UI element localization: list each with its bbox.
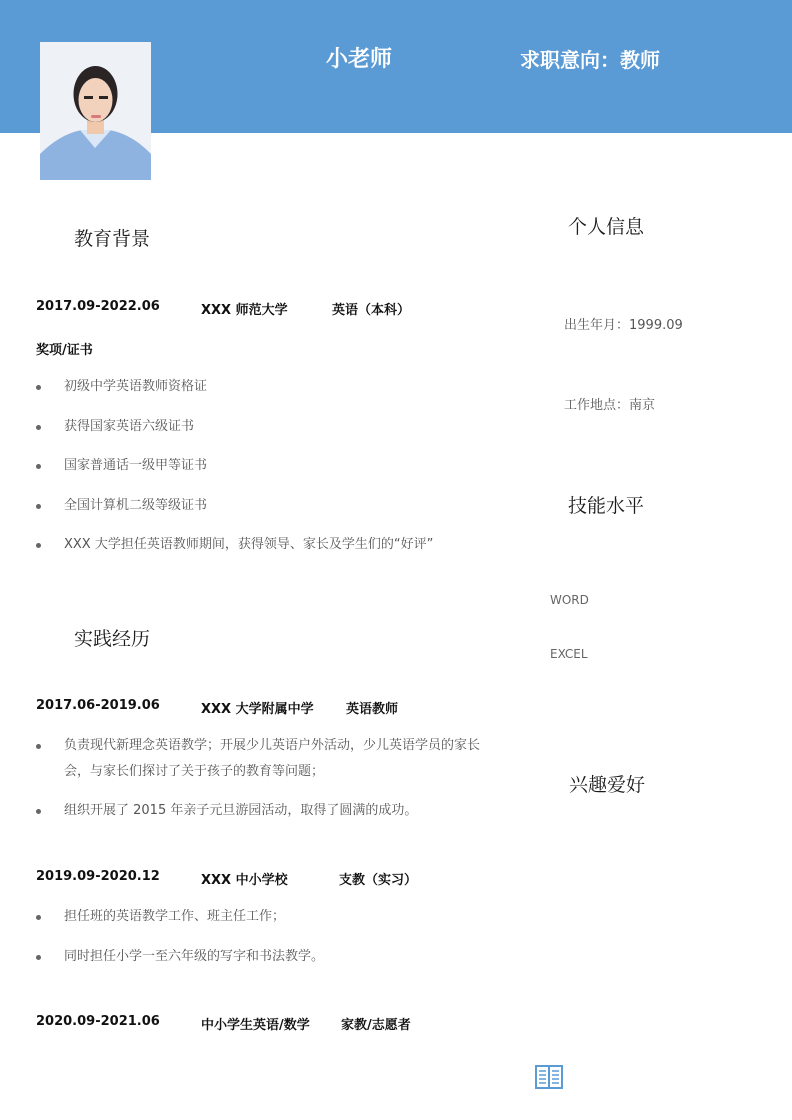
list-item [36,532,486,558]
skills-title: 技能水平 [568,495,645,517]
award-text: 获得国家英语六级证书 [64,419,195,434]
bullet-dot [36,744,41,749]
personal-info-title: 个人信息 [568,216,645,238]
award-text: 国家普通话一级甲等证书 [64,458,208,473]
education-period: 2017.09-2022.06 [36,299,160,314]
practice-item-text: 负责现代新理念英语教学；开展少儿英语户外活动，少儿英语学员的家长会，与家长们探讨了关于孩子的教育等问题； [64,738,481,779]
skill-word: WORD [550,593,589,607]
practice-role: 家教/志愿者 [341,1018,411,1033]
practice-org: 中小学生英语/数学 [201,1018,310,1033]
practice-org: XXX 大学附属中学 [201,702,314,717]
practice-role: 支教（实习） [339,873,418,888]
list-item [36,798,486,824]
practice-org: XXX 中小学校 [201,873,288,888]
birth-date: 出生年月：1999.09 [564,318,683,333]
hobbies-title: 兴趣爱好 [569,774,646,796]
practice-period: 2019.09-2020.12 [36,869,160,884]
award-text: 全国计算机二级等级证书 [64,498,208,513]
practice-item-text: 担任班的英语教学工作、班主任工作； [64,909,286,924]
bullet-dot [36,955,41,960]
practice-role: 英语教师 [346,702,399,717]
list-item [36,904,486,930]
practice-item-text: 同时担任小学一至六年级的写字和书法教学。 [64,949,325,964]
bullet-dot [36,464,41,469]
bullet-dot [36,809,41,814]
bullet-dot [36,915,41,920]
awards-label: 奖项/证书 [36,343,93,358]
bullet-dot [36,504,41,509]
bullet-dot [36,385,41,390]
practice-period: 2017.06-2019.06 [36,698,160,713]
list-item [36,733,486,785]
list-item [36,493,486,519]
practice-period: 2020.09-2021.06 [36,1014,160,1029]
award-text: 初级中学英语教师资格证 [64,379,208,394]
book-icon [535,1063,563,1091]
education-major: 英语（本科） [332,303,411,318]
list-item [36,414,486,440]
work-location: 工作地点：南京 [564,398,656,413]
practice-title: 实践经历 [74,628,151,650]
skill-excel: EXCEL [550,647,588,661]
award-text: XXX 大学担任英语教师期间，获得领导、家长及学生们的“好评” [64,537,434,552]
profile-photo-image [40,42,151,180]
list-item [36,944,486,970]
education-title: 教育背景 [74,228,151,250]
practice-item-text: 组织开展了 2015 年亲子元旦游园活动，取得了圆满的成功。 [64,803,418,818]
list-item [36,453,486,479]
bullet-dot [36,543,41,548]
job-intent: 求职意向：教师 [520,48,660,72]
list-item [36,374,486,400]
bullet-dot [36,425,41,430]
education-school: XXX 师范大学 [201,303,288,318]
candidate-name: 小老师 [326,47,393,72]
profile-photo [40,42,151,180]
